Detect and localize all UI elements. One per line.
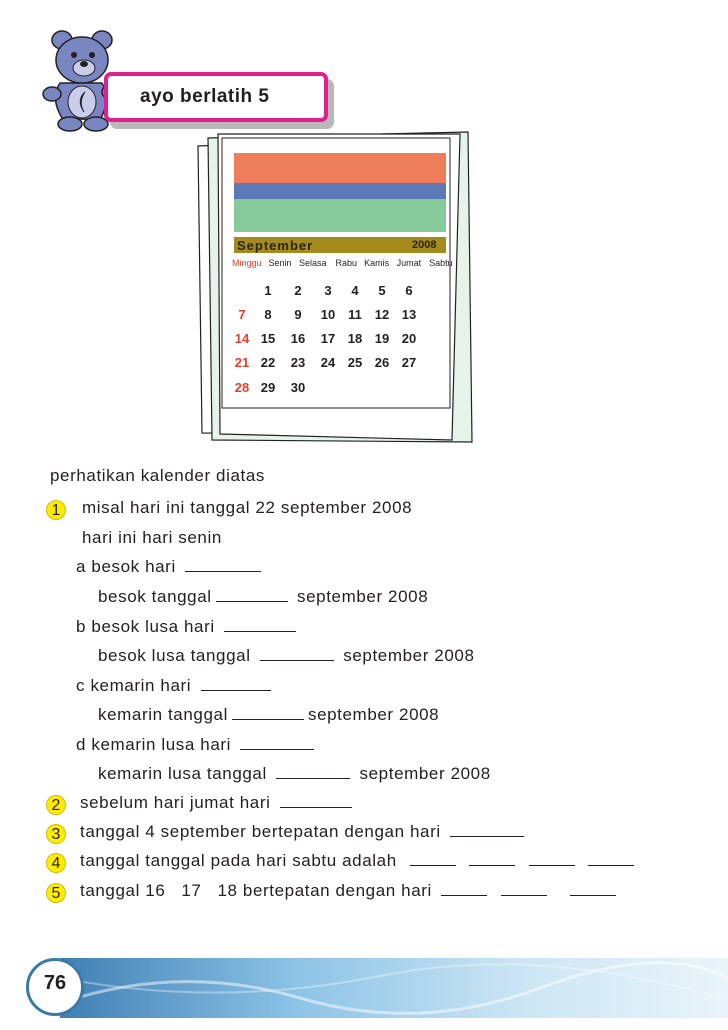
answer-blank-5b[interactable] [501,881,547,896]
question-4 [80,851,638,871]
question-5-text: tanggal 16 17 18 bertepatan dengan hari [80,881,432,900]
calendar-date-cell: 27 [401,355,417,370]
calendar-date-cell: 3 [324,283,332,298]
answer-blank-2[interactable] [280,793,352,808]
item-a-letter: a [76,557,87,576]
calendar-color-band [234,183,446,199]
calendar-date-cell: 16 [290,331,306,346]
calendar-date-cell: 18 [347,331,363,346]
answer-blank-c1[interactable] [201,676,271,691]
item-c-letter: c [76,676,86,695]
item-d-line2-post: september 2008 [359,764,491,783]
calendar-date-cell: 5 [378,283,386,298]
item-b-line2-post: september 2008 [343,646,475,665]
question-number-2: 2 [46,795,66,815]
calendar-date-cell: 13 [401,307,417,322]
calendar-date-cell: 12 [374,307,390,322]
question-number-1: 1 [46,500,66,520]
item-a-line2 [98,587,428,607]
calendar-date-cell: 22 [260,355,276,370]
answer-blank-5a[interactable] [441,881,487,896]
answer-blank-4d[interactable] [588,851,634,866]
item-d-line2 [98,764,491,784]
answer-blank-5c[interactable] [570,881,616,896]
calendar-date-cell: 19 [374,331,390,346]
calendar-date-cell: 21 [234,355,250,370]
item-a-label: besok hari [91,557,176,576]
footer-decoration [60,958,728,1018]
item-c-label: kemarin hari [90,676,192,695]
answer-blank-a1[interactable] [185,557,261,572]
calendar-date-cell: 29 [260,380,276,395]
calendar-date-cell: 25 [347,355,363,370]
item-b-line2-pre: besok lusa tanggal [98,646,251,665]
day-name-selasa: Selasa [299,258,327,268]
question-4-text: tanggal tanggal pada hari sabtu adalah [80,851,397,870]
calendar-color-band [234,199,446,232]
answer-blank-4b[interactable] [469,851,515,866]
calendar-date-cell: 17 [320,331,336,346]
intro-text: perhatikan kalender diatas [50,466,266,485]
item-b-line1 [76,617,300,637]
calendar-day-names [232,258,457,268]
item-a-line2-pre: besok tanggal [98,587,212,606]
calendar-year: 2008 [412,239,437,251]
calendar-date-cell: 1 [264,283,272,298]
question-number-5: 5 [46,883,66,903]
item-a-line1 [76,557,265,577]
day-name-minggu: Minggu [232,258,262,268]
page-title: ayo berlatih 5 [140,86,270,107]
answer-blank-4a[interactable] [410,851,456,866]
calendar-date-cell: 14 [234,331,250,346]
day-name-kamis: Kamis [364,258,390,268]
calendar-date-cell: 6 [405,283,413,298]
calendar-date-cell: 28 [234,380,250,395]
answer-blank-d2[interactable] [276,764,350,779]
item-c-line2 [98,705,439,725]
question-2-text: sebelum hari jumat hari [80,793,271,812]
item-c-line1 [76,676,275,696]
answer-blank-4c[interactable] [529,851,575,866]
calendar-date-cell: 20 [401,331,417,346]
day-name-rabu: Rabu [335,258,358,268]
question-number-3: 3 [46,824,66,844]
item-d-letter: d [76,735,87,754]
item-d-line2-pre: kemarin lusa tanggal [98,764,267,783]
item-d-label: kemarin lusa hari [91,735,232,754]
question-number-4: 4 [46,853,66,873]
item-b-line2 [98,646,475,666]
question-1-sub: hari ini hari senin [82,528,222,547]
answer-blank-3[interactable] [450,822,524,837]
calendar-date-cell: 30 [290,380,306,395]
calendar-date-cell: 26 [374,355,390,370]
answer-blank-c2[interactable] [232,705,304,720]
item-c-line2-pre: kemarin tanggal [98,705,228,724]
answer-blank-b1[interactable] [224,617,296,632]
day-name-jumat: Jumat [396,258,422,268]
question-3-text: tanggal 4 september bertepatan dengan hari [80,822,441,841]
item-b-letter: b [76,617,87,636]
calendar-date-cell: 8 [264,307,272,322]
calendar-date-cell: 11 [348,307,362,322]
calendar-date-cell: 9 [294,307,302,322]
item-b-label: besok lusa hari [91,617,215,636]
item-d-line1 [76,735,318,755]
question-2 [80,793,356,813]
calendar-date-cell: 4 [351,283,359,298]
day-name-senin: Senin [268,258,292,268]
answer-blank-a2[interactable] [216,587,288,602]
item-a-line2-post: september 2008 [297,587,429,606]
page-number: 76 [43,972,67,994]
question-1-text: misal hari ini tanggal 22 september 2008 [82,498,413,517]
calendar-date-cell: 10 [320,307,336,322]
calendar-date-cell: 23 [290,355,306,370]
calendar-color-band [234,153,446,183]
answer-blank-d1[interactable] [240,735,314,750]
item-c-line2-post: september 2008 [307,705,440,724]
day-name-sabtu: Sabtu [429,258,453,268]
answer-blank-b2[interactable] [260,646,334,661]
question-5 [80,881,620,901]
calendar-date-cell: 2 [294,283,302,298]
question-3 [80,822,528,842]
calendar-date-cell: 15 [260,331,276,346]
calendar-date-cell: 7 [238,307,246,322]
calendar-month: September [237,238,314,253]
calendar-date-cell: 24 [320,355,336,370]
